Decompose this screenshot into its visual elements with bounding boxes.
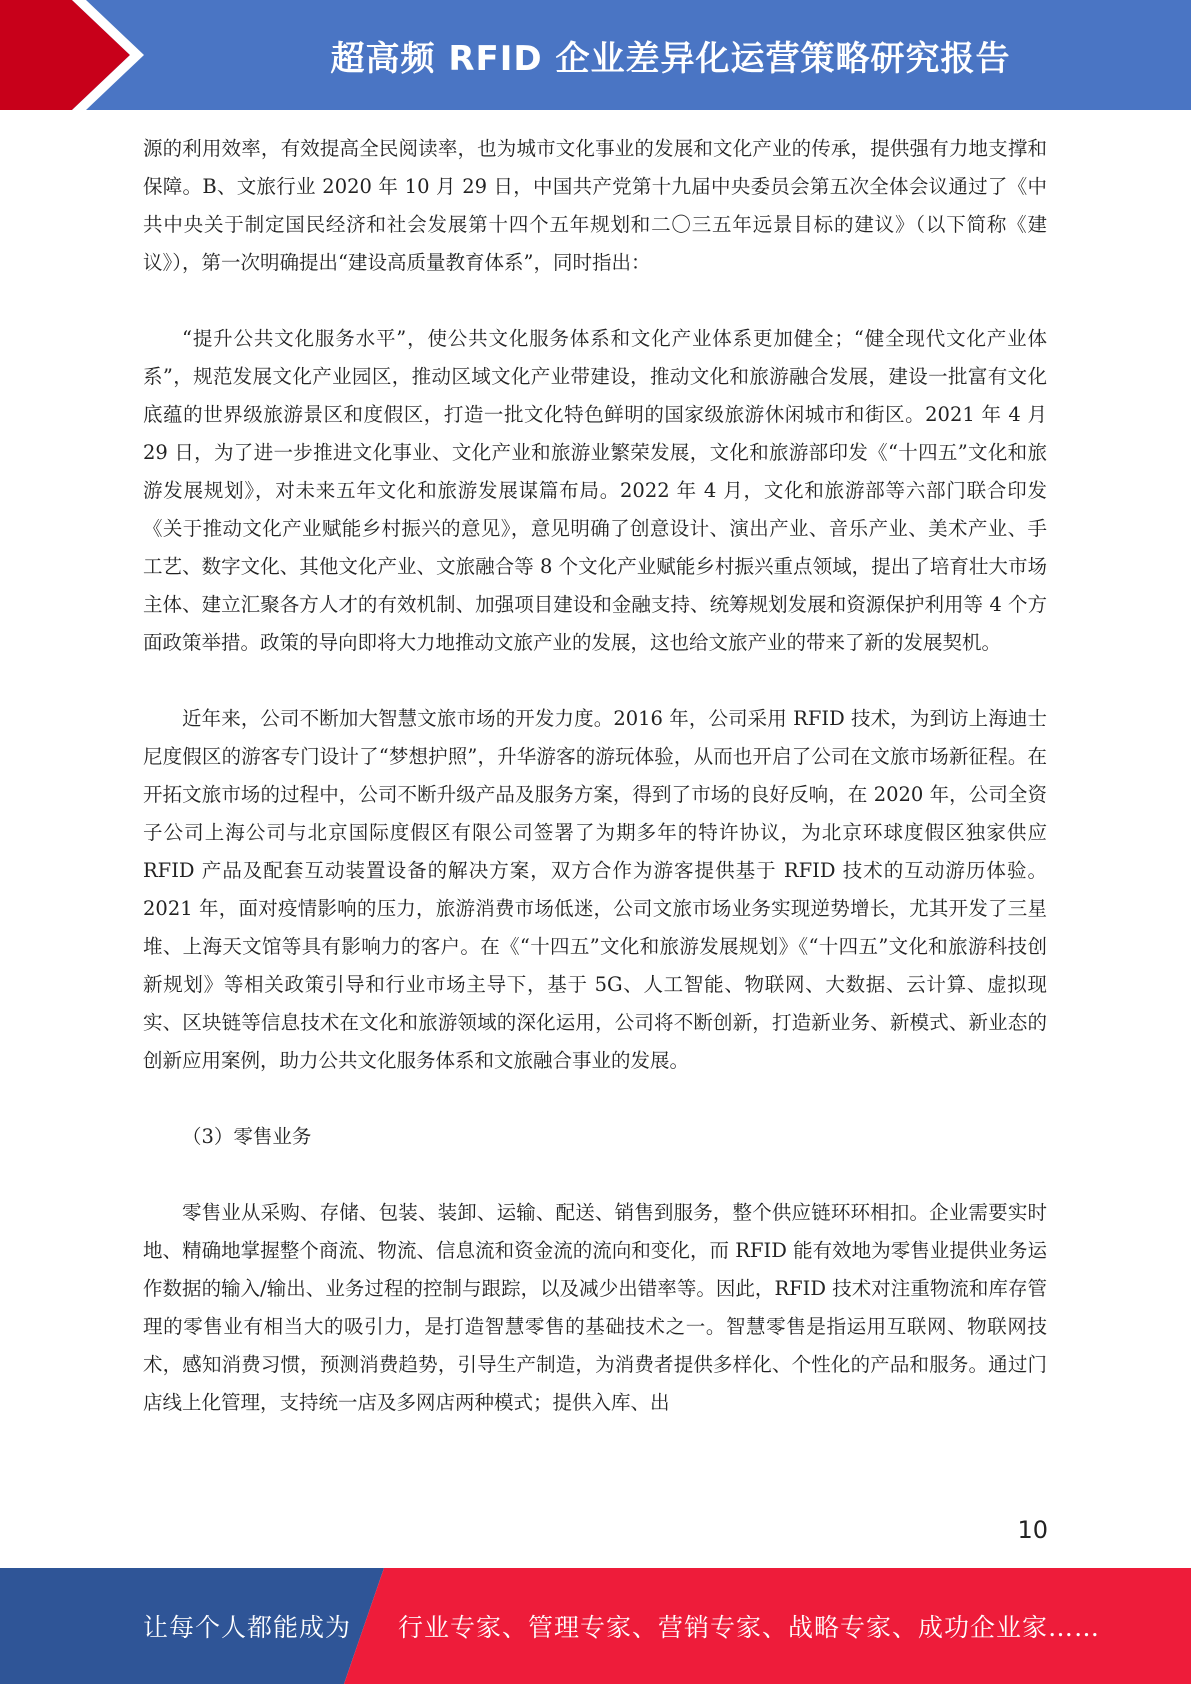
- page-header: [0, 0, 1191, 110]
- paragraph-4: 零售业从采购、存储、包装、装卸、运输、配送、销售到服务，整个供应链环环相扣。企业需要实时地、精确地掌握整个商流、物流、信息流和资金流的流向和变化，而 RFID 能有效地为零售业提供业务运作数据的输入/输出、业务过程的控制与跟踪，以及减少出错率等。因此，RFID 技术对注重物流和库存管理的零售业有相当大的吸引力，是打造智慧零售的基础技术之一。智慧零售是指运用互联网、物联网技术，感知消费习惯，预测消费趋势，引导生产制造，为消费者提供多样化、个性化的产品和服务。通过门店线上化管理，支持统一店及多网店两种模式；提供入库、出: [143, 1201, 1047, 1414]
- paragraph-3: 近年来，公司不断加大智慧文旅市场的开发力度。2016 年，公司采用 RFID 技术，为到访上海迪士尼度假区的游客专门设计了“梦想护照”，升华游客的游玩体验，从而也开启了公司在文旅市场新征程。在开拓文旅市场的过程中，公司不断升级产品及服务方案，得到了市场的良好反响，在 2020 年，公司全资子公司上海公司与北京国际度假区有限公司签署了为期多年的特许协议，为北京环球度假区独家供应 RFID 产品及配套互动装置设备的解决方案，双方合作为游客提供基于 RFID 技术的互动游历体验。2021 年，面对疫情影响的压力，旅游消费市场低迷，公司文旅市场业务实现逆势增长，尤其开发了三星堆、上海天文馆等具有影响力的客户。在《“十四五”文化和旅游发展规划》《“十四五”文化和旅游科技创新规划》等相关政策引导和行业市场主导下，基于 5G、人工智能、物联网、大数据、云计算、虚拟现实、区块链等信息技术在文化和旅游领域的深化运用，公司将不断创新，打造新业务、新模式、新业态的创新应用案例，助力公共文化服务体系和文旅融合事业的发展。: [143, 707, 1047, 1072]
- page-number: 10: [1017, 1516, 1048, 1544]
- body-text: [143, 130, 1047, 1422]
- paragraph-1: 源的利用效率，有效提高全民阅读率，也为城市文化事业的发展和文化产业的传承，提供强有力地支撑和保障。B、文旅行业 2020 年 10 月 29 日，中国共产党第十九届中央委员会第五次全体会议通过了《中共中央关于制定国民经济和社会发展第十四个五年规划和二〇三五年远景目标的建议》（以下简称《建议》），第一次明确提出“建设高质量教育体系”，同时指出：: [143, 137, 1047, 274]
- footer-slogan-left: 让每个人都能成为: [143, 1613, 352, 1642]
- header-chevron-decoration: [0, 0, 160, 110]
- page-footer: [0, 1568, 1191, 1684]
- footer-slogan-right: 行业专家、管理专家、营销专家、战略专家、成功企业家……: [398, 1613, 1101, 1642]
- paragraph-2: “提升公共文化服务水平”，使公共文化服务体系和文化产业体系更加健全；“健全现代文化产业体系”，规范发展文化产业园区，推动区域文化产业带建设，推动文化和旅游融合发展，建设一批富有文化底蕴的世界级旅游景区和度假区，打造一批文化特色鲜明的国家级旅游休闲城市和街区。2021 年 4 月 29 日，为了进一步推进文化事业、文化产业和旅游业繁荣发展，文化和旅游部印发《“十四五”文化和旅游发展规划》，对未来五年文化和旅游发展谋篇布局。2022 年 4 月，文化和旅游部等六部门联合印发《关于推动文化产业赋能乡村振兴的意见》，意见明确了创意设计、演出产业、音乐产业、美术产业、手工艺、数字文化、其他文化产业、文旅融合等 8 个文化产业赋能乡村振兴重点领域，提出了培育壮大市场主体、建立汇聚各方人才的有效机制、加强项目建设和金融支持、统筹规划发展和资源保护利用等 4 个方面政策举措。政策的导向即将大力地推动文旅产业的发展，这也给文旅产业的带来了新的发展契机。: [143, 327, 1047, 654]
- report-title: 超高频 RFID 企业差异化运营策略研究报告: [330, 38, 1011, 79]
- section-heading-retail: （3）零售业务: [182, 1125, 312, 1148]
